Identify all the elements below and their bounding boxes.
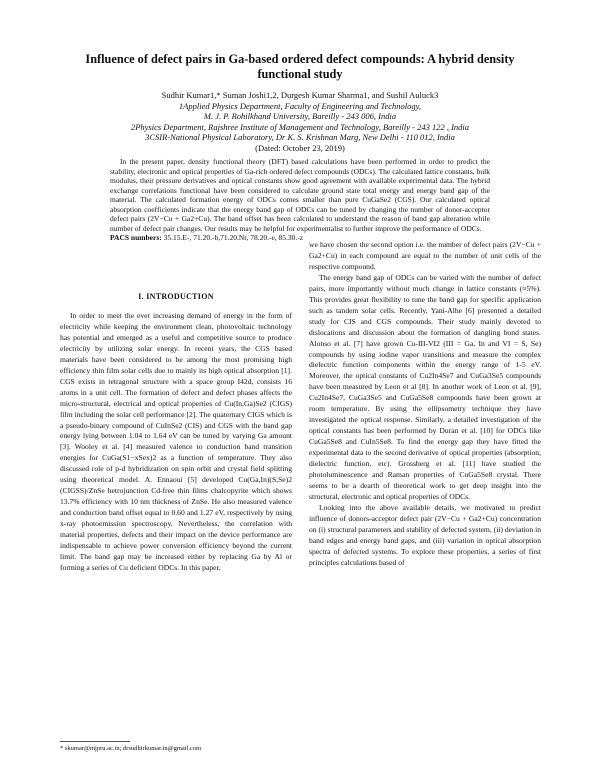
paper-title: Influence of defect pairs in Ga-based ordered defect compounds: A hybrid density functional study [85, 52, 515, 81]
author-block [60, 90, 540, 154]
intro-paragraph-1: In order to meet the ever increasing demand of energy in the form of electricity while keeping the environment clean, photovoltaic technology has potential and emerged as a useful and competitive source to produce electricity by utilizing solar energy. In recent years, the CGS based materials have been considered to be among the most promising high efficiency thin film solar cells due to mainly its high optical absorption [1]. CGS exists in tetragonal structure with a space group I42d, consists 16 atoms in a unit cell. The formation of defect and defect phases affects the micro-structural, electrical and optical properties of Cu(In,Ga)Se2 (CIGS) film including the solar cell performance [2]. The quaternary CIGS which is a pseudo-binary compound of CuInSe2 (CIS) and CGS with the band gap energy lying between 1.04 to 1.64 eV can be tuned by varying Ga amount [3]. Wooley et al. [4] measured valence to conduction band transition energies for CuGa(S1−xSex)2 as a function of temperature. They also discussed role of p-d hybridization on spin orbit and crystal field splitting using theoretical model. A. Ennaoui [5] developed Cu(Ga,In)(S,Se)2 (CIGSS)/ZnSe hetrojunction Cd-free thin films chalcopyrite which shows 13.7% efficiency with 10 nm thickness of ZnSe. He also measured valence and conduction band offset equal to 0.60 and 1.27 eV, respectively by using x-ray photoemission spectroscopy. Nevertheless, the correlation with material properties, defects and their impact on the device performance are indispensable to achieve power conversion efficiency beyond the current limit. The band gap may be increased either by replacing Ga by Al or forming a series of Cu deficient ODCs. In this paper, [60, 311, 292, 572]
intro-paragraph-4: Looking into the above available details, we motivated to predict influence of donors-acceptor defect pair (2V−Cu + Ga2+Cu) concentration on (i) structural parameters and stability of defected system, (ii) deviation in band edges and energy band gaps, and (iii) variation in optical absorption spectra of defected systems. To explore these properties, a series of first principles calculations based of [309, 502, 541, 567]
author-list: Sudhir Kumar1,* Suman Joshi1,2, Durgesh Kumar Sharma1, and Sushil Auluck3 [161, 90, 439, 100]
intro-paragraph-3: The energy band gap of ODCs can be varied with the number of defect pairs, more importantly without much change in lattice constants (≈5%). This provides great flexibility to tune the band gap for specific application such as tandem solar cells. Recently, Yani-Alhe [6] presented a detailed study for CIS and CGS compounds. Their study mainly devoted to dislocations and discussion about the formation of dangling bond states. Alonso et al. [7] have grown Cu-III-VI2 (III = Ga, In and VI = S, Se) compounds by using iodine vapor transitions and measure the complex dielectric function components within the energy range of 1-5 eV. Moreover, the optical constants of Cu2In4Se7 and CuGa3Se5 compounds have been measured by Leon et al [8]. In another work of Leon et al. [9], Cu2In4Se7, CuGa3Se5 and CuGa5Se8 compounds have been grown at room temperature. By using the ellipsometry technique they have investigated the optical response. Similarly, a detailed investigation of the optical constants has been performed by Duran et al. [10] for ODCs like CuGa5Se8 and CuIn5Se8. To find the energy gap they have fitted the experimental data to the second derivative of optical properties (absorption, dielectric function, etc). Grossberg et al. [11] have studied the photoluminescence and Raman properties of CuGa5Se8 crystal. There seems to be a dearth of theoretical work to get deep insight into the structural, electronic and optical properties of ODCs. [309, 272, 541, 501]
abstract-text: In the present paper, density functional theory (DFT) based calculations have been performed in order to predict the stability, electronic and optical properties of Ga-rich ordered defect compounds (ODCs). The calculated lattice constants, bulk modulus, their pressure derivatives and optical constants show good agreement with available experimental data. The hybrid exchange correlations functional have been considered to calculate ground state total energy and energy band gap of the material. The calculated formation energy of ODCs comes smaller than pure CuGaSe2 (CGS). Our calculated optical absorption coefficients indicate that the energy band gap of ODCs can be tuned by changing the number of donor-acceptor defect pairs (2V−Cu + Ga2+Cu). The band offset has been calculated to understand the reason of band gap alteration while number of defect pair changes. Our results may be helpful for experimentalist to further improve the performance of ODCs. [110, 157, 490, 233]
affiliation-3: 3CSIR-National Physical Laboratory, Dr K. S. Krishnan Marg, New Delhi - 110 012, India [145, 132, 455, 143]
date-line: (Dated: October 23, 2019) [255, 142, 345, 153]
section-heading-introduction: I. INTRODUCTION [138, 292, 214, 301]
right-column [309, 240, 541, 569]
affiliation-1b: M. J. P. Rohilkhand University, Bareilly - 243 006, India [203, 111, 397, 122]
affiliation-2: 2Physics Department, Rajshree Institute of Management and Technology, Bareilly - 243 122 , India [130, 121, 470, 132]
pacs-label: PACS numbers: [110, 233, 162, 242]
footnote-divider [60, 741, 130, 742]
footnote-emails: * skumar@mjpru.ac.in; drsudhirkumar.in@gmail.com [60, 745, 202, 752]
left-column [60, 311, 292, 574]
intro-paragraph-2: we have chosen the second option i.e. the number of defect pairs (2V−Cu + Ga2+Cu) in each compound are equal to the number of unit cells of the respective compound. [309, 240, 541, 271]
pacs-values: 35.15.E-, 71.20.-b,71.20.Nr, 78.20.-e, 85.30.-z [163, 233, 304, 242]
abstract [110, 157, 490, 243]
affiliation-1a: 1Applied Physics Department, Faculty of Engineering and Technology, [178, 100, 422, 111]
